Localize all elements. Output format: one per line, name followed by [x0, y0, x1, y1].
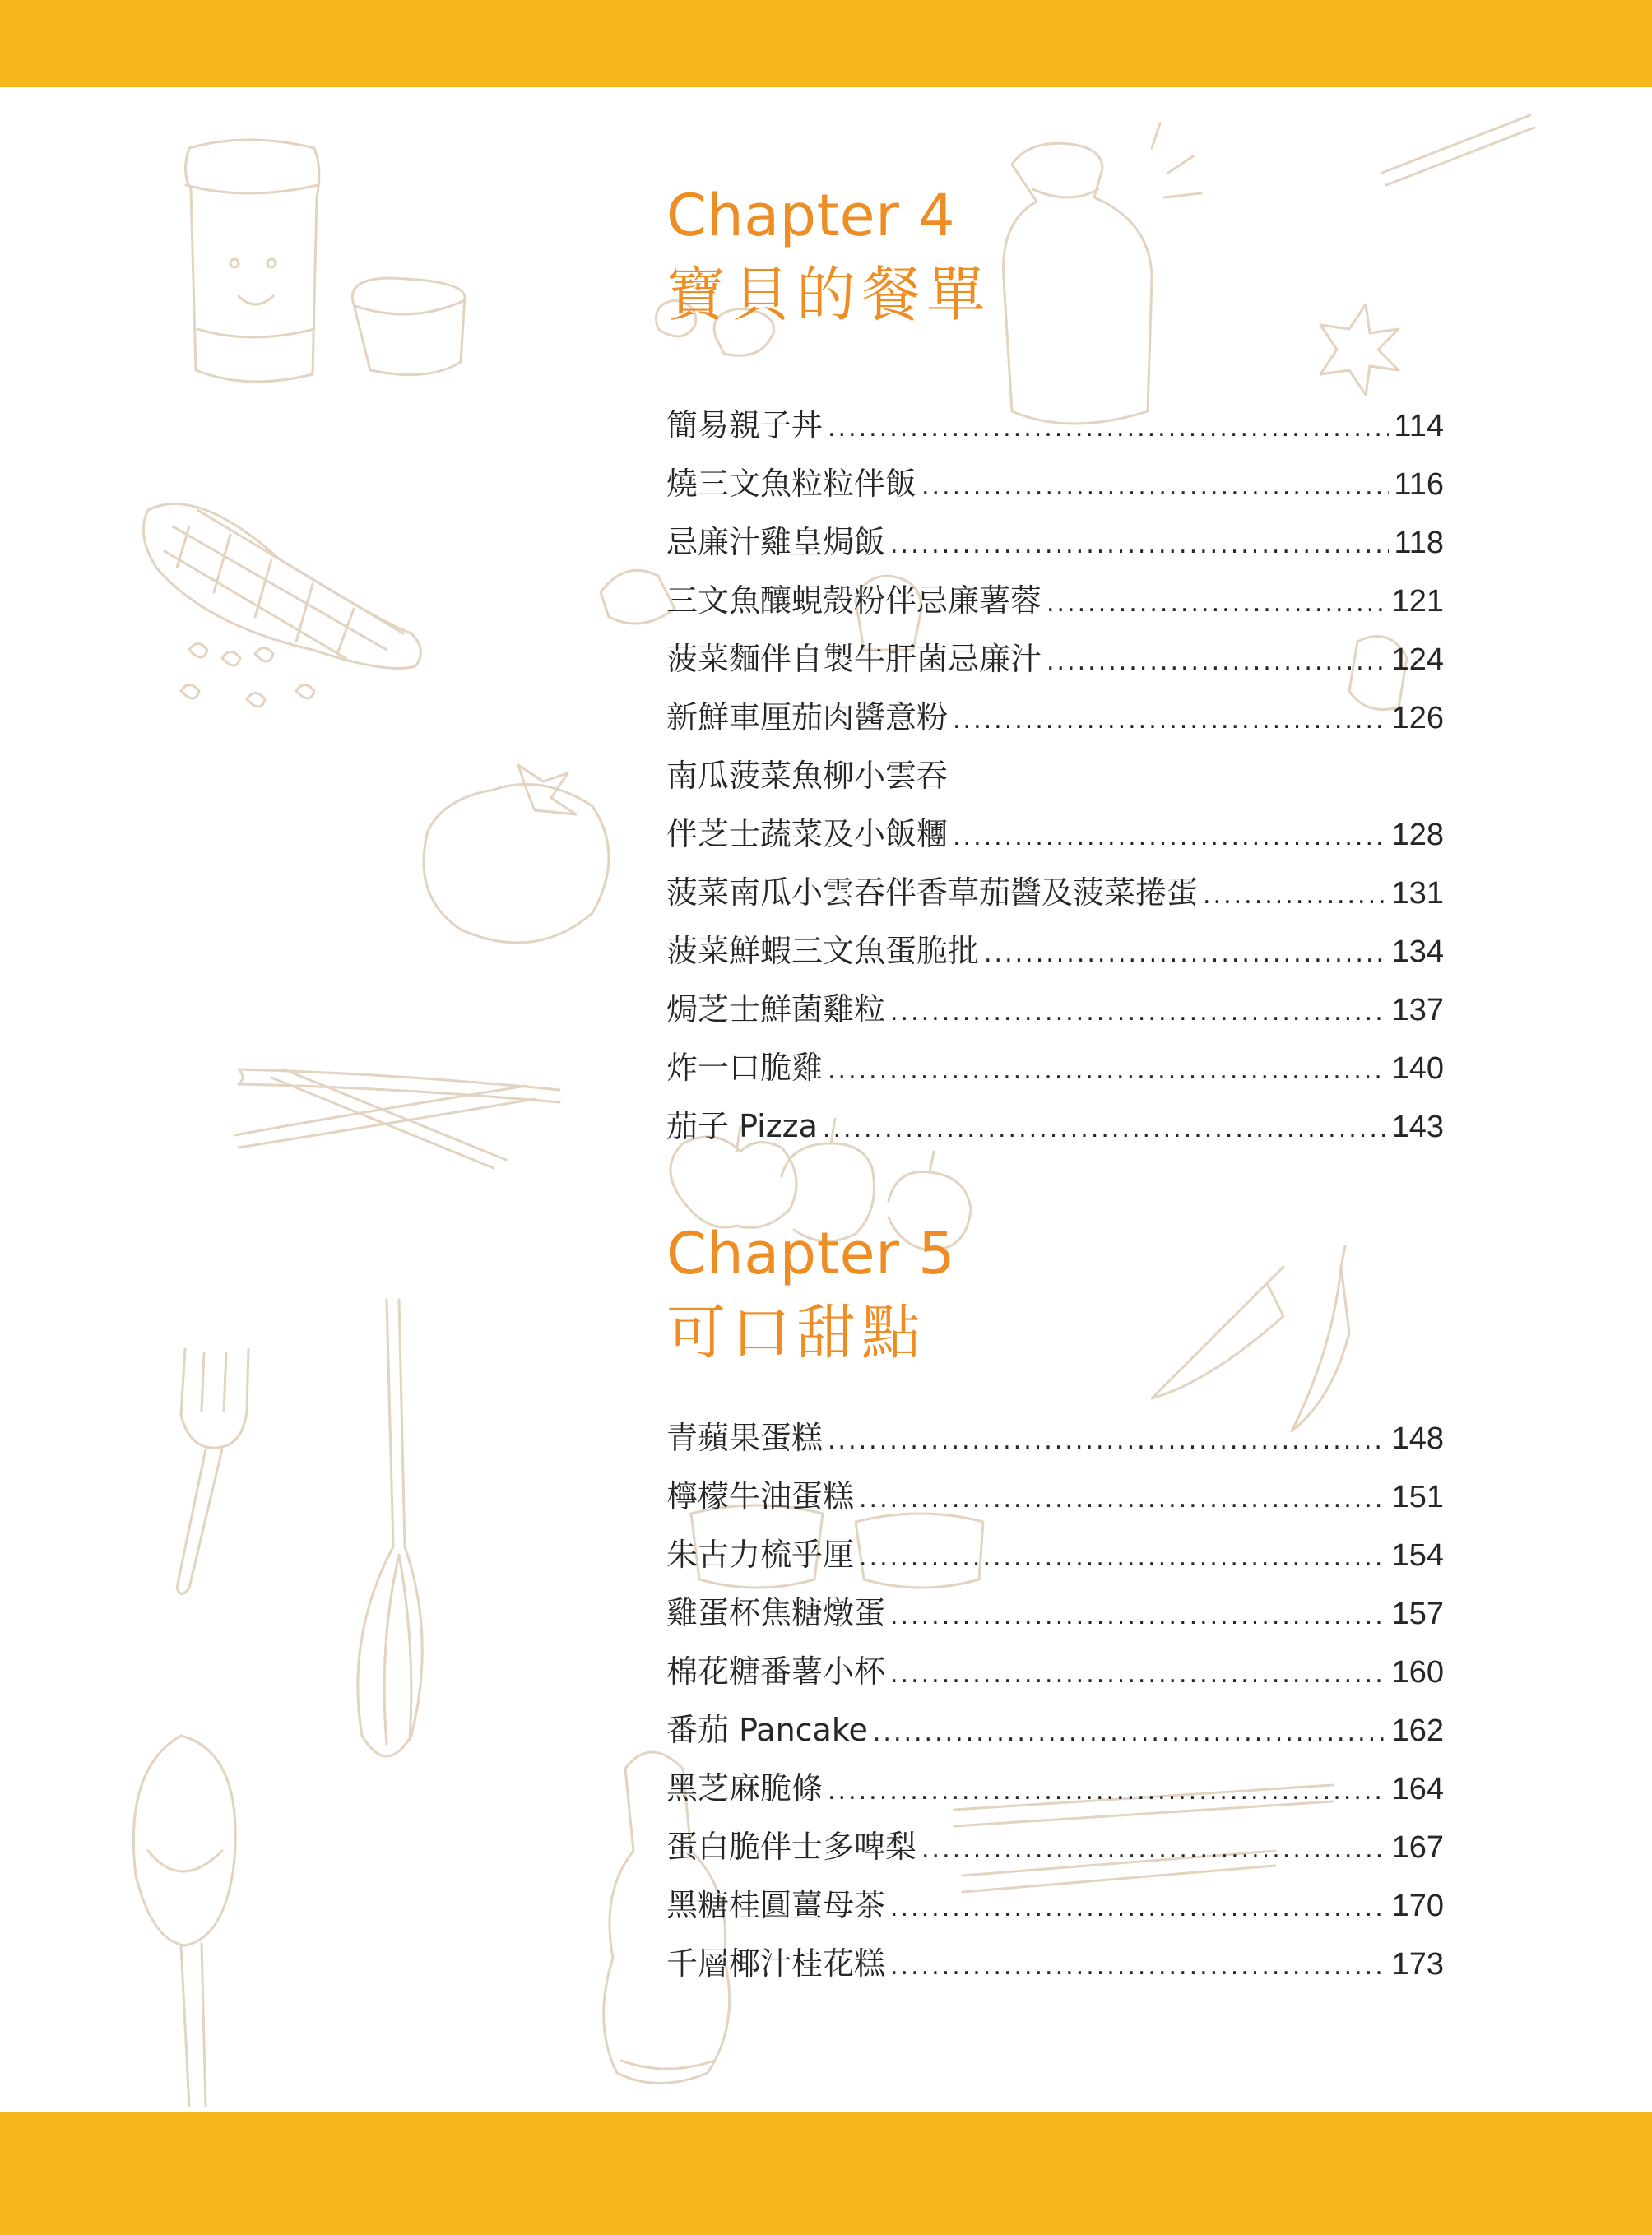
fork-sketch-icon [177, 1349, 248, 1594]
chapter-4-heading [666, 181, 991, 336]
leader-dots [1046, 589, 1387, 618]
toc-entry-page: 157 [1391, 1597, 1444, 1631]
green-beans-sketch-icon [234, 1069, 559, 1168]
toc-entry-page: 160 [1391, 1655, 1444, 1690]
toc-entry-page: 164 [1391, 1772, 1444, 1806]
chapter-label: Chapter 5 [666, 1220, 956, 1287]
leader-dots [859, 1543, 1387, 1572]
toc-entry-title: 燒三文魚粒粒伴飯 [666, 466, 917, 502]
toc-entry-page: 118 [1394, 526, 1444, 560]
toc-entry-page: 131 [1391, 876, 1444, 911]
toc-entry-title: 蛋白脆伴士多啤梨 [666, 1829, 917, 1865]
corn-sketch-icon [143, 504, 420, 707]
toc-entry-page: 137 [1391, 993, 1444, 1027]
toc-entry-title: 雞蛋杯焦糖燉蛋 [666, 1595, 886, 1631]
toc-entry[interactable] [666, 750, 1444, 809]
leader-dots [1046, 647, 1387, 676]
leader-dots [890, 1952, 1387, 1981]
toc-entry-title: 黑芝麻脆條 [666, 1770, 824, 1806]
leader-dots [890, 1602, 1387, 1630]
leader-dots [890, 1660, 1387, 1689]
toc-entry-title: 茄子 Pizza [666, 1108, 818, 1144]
leader-dots [859, 1485, 1387, 1514]
chapter-5-toc [666, 1412, 1444, 1996]
chapter-4-toc [666, 400, 1444, 1159]
toc-entry[interactable] [666, 1588, 1444, 1646]
spoon-sketch-icon [133, 1736, 235, 2106]
toc-entry[interactable] [666, 575, 1444, 633]
toc-entry-title: 千層椰汁桂花糕 [666, 1945, 886, 1982]
toc-entry[interactable] [666, 1042, 1444, 1101]
toc-entry-title: 新鮮車厘茄肉醬意粉 [666, 699, 949, 735]
toc-entry[interactable] [666, 517, 1444, 575]
toc-entry[interactable] [666, 1880, 1444, 1938]
toc-entry[interactable] [666, 867, 1444, 925]
toc-entry[interactable] [666, 1646, 1444, 1704]
chapter-title: 寶貝的餐單 [666, 260, 992, 329]
leader-dots [890, 1894, 1387, 1922]
toc-entry-title: 三文魚釀蜆殼粉伴忌廉薯蓉 [666, 582, 1042, 619]
leader-dots [828, 1426, 1387, 1455]
toc-entry-title: 棉花糖番薯小杯 [666, 1653, 886, 1690]
toc-entry-title: 檸檬牛油蛋糕 [666, 1478, 855, 1514]
leader-dots [828, 1056, 1387, 1085]
toc-entry-page: 114 [1394, 409, 1444, 443]
leader-dots [921, 1835, 1387, 1864]
toc-entry-title: 青蘋果蛋糕 [666, 1420, 824, 1456]
toc-entry-title: 焗芝士鮮菌雞粒 [666, 991, 886, 1027]
toc-entry-title: 忌廉汁雞皇焗飯 [666, 524, 886, 560]
whisk-sketch-icon [358, 1300, 422, 1756]
toc-entry-page: 143 [1391, 1110, 1444, 1144]
toc-entry-page: 126 [1391, 701, 1444, 735]
toc-entry-page: 167 [1391, 1830, 1444, 1865]
toc-entry-title: 菠菜麵伴自製牛肝菌忌廉汁 [666, 641, 1042, 677]
toc-entry[interactable] [666, 1412, 1444, 1471]
toc-entry-title: 簡易親子丼 [666, 407, 824, 443]
leader-dots [828, 1777, 1387, 1806]
toc-entry-page: 148 [1391, 1421, 1444, 1456]
leader-dots [890, 531, 1389, 559]
toc-entry[interactable] [666, 1471, 1444, 1529]
leader-dots [823, 1115, 1387, 1143]
tomato-sketch-icon [424, 765, 609, 943]
jar-sketch-icon [185, 140, 465, 382]
toc-entry[interactable] [666, 1704, 1444, 1763]
toc-entry[interactable] [666, 1763, 1444, 1821]
toc-entry-page: 170 [1391, 1889, 1444, 1923]
toc-entry[interactable] [666, 925, 1444, 984]
toc-entry[interactable] [666, 692, 1444, 750]
star-anise-sketch-icon [1320, 115, 1534, 395]
toc-entry-title: 伴芝士蔬菜及小飯糰 [666, 816, 949, 852]
chili-pepper-sketch-icon [1152, 1246, 1349, 1431]
toc-entry[interactable] [666, 458, 1444, 517]
toc-entry[interactable] [666, 633, 1444, 692]
leader-dots [873, 1718, 1387, 1747]
toc-entry-title: 朱古力梳乎厘 [666, 1537, 855, 1573]
toc-entry-page: 124 [1391, 642, 1444, 677]
toc-entry-page: 128 [1391, 818, 1444, 852]
toc-entry-title: 菠菜鮮蝦三文魚蛋脆批 [666, 933, 980, 969]
toc-entry-page: 154 [1391, 1538, 1444, 1573]
toc-entry-page: 173 [1391, 1947, 1444, 1982]
toc-entry-page: 134 [1391, 934, 1444, 969]
toc-entry-title: 黑糖桂圓薑母茶 [666, 1887, 886, 1923]
toc-entry-page: 151 [1391, 1480, 1444, 1514]
toc-entry-page: 140 [1391, 1051, 1444, 1086]
toc-entry[interactable] [666, 1529, 1444, 1588]
toc-entry[interactable] [666, 1938, 1444, 1996]
toc-entry[interactable] [666, 809, 1444, 867]
leader-dots [953, 823, 1387, 851]
toc-entry-page: 162 [1391, 1713, 1444, 1748]
toc-entry[interactable] [666, 1821, 1444, 1880]
chapter-label: Chapter 4 [666, 182, 956, 249]
toc-entry[interactable] [666, 1101, 1444, 1159]
bottom-color-band [0, 2112, 1652, 2235]
leader-dots [828, 414, 1389, 443]
toc-entry-title: 南瓜菠菜魚柳小雲吞 [666, 758, 949, 794]
leader-dots [984, 939, 1387, 968]
leader-dots [921, 472, 1389, 501]
toc-entry-page: 121 [1391, 584, 1444, 619]
chapter-5-heading [666, 1219, 955, 1374]
toc-entry-title: 番茄 Pancake [666, 1712, 868, 1748]
toc-entry-page: 116 [1394, 467, 1444, 502]
toc-entry-title: 炸一口脆雞 [666, 1050, 824, 1086]
leader-dots [890, 998, 1387, 1027]
leader-dots [953, 706, 1387, 735]
toc-entry[interactable] [666, 400, 1444, 458]
toc-entry[interactable] [666, 984, 1444, 1042]
toc-entry-title: 菠菜南瓜小雲吞伴香草茄醬及菠菜捲蛋 [666, 874, 1199, 911]
chapter-title: 可口甜點 [666, 1298, 927, 1367]
leader-dots [1203, 881, 1387, 910]
